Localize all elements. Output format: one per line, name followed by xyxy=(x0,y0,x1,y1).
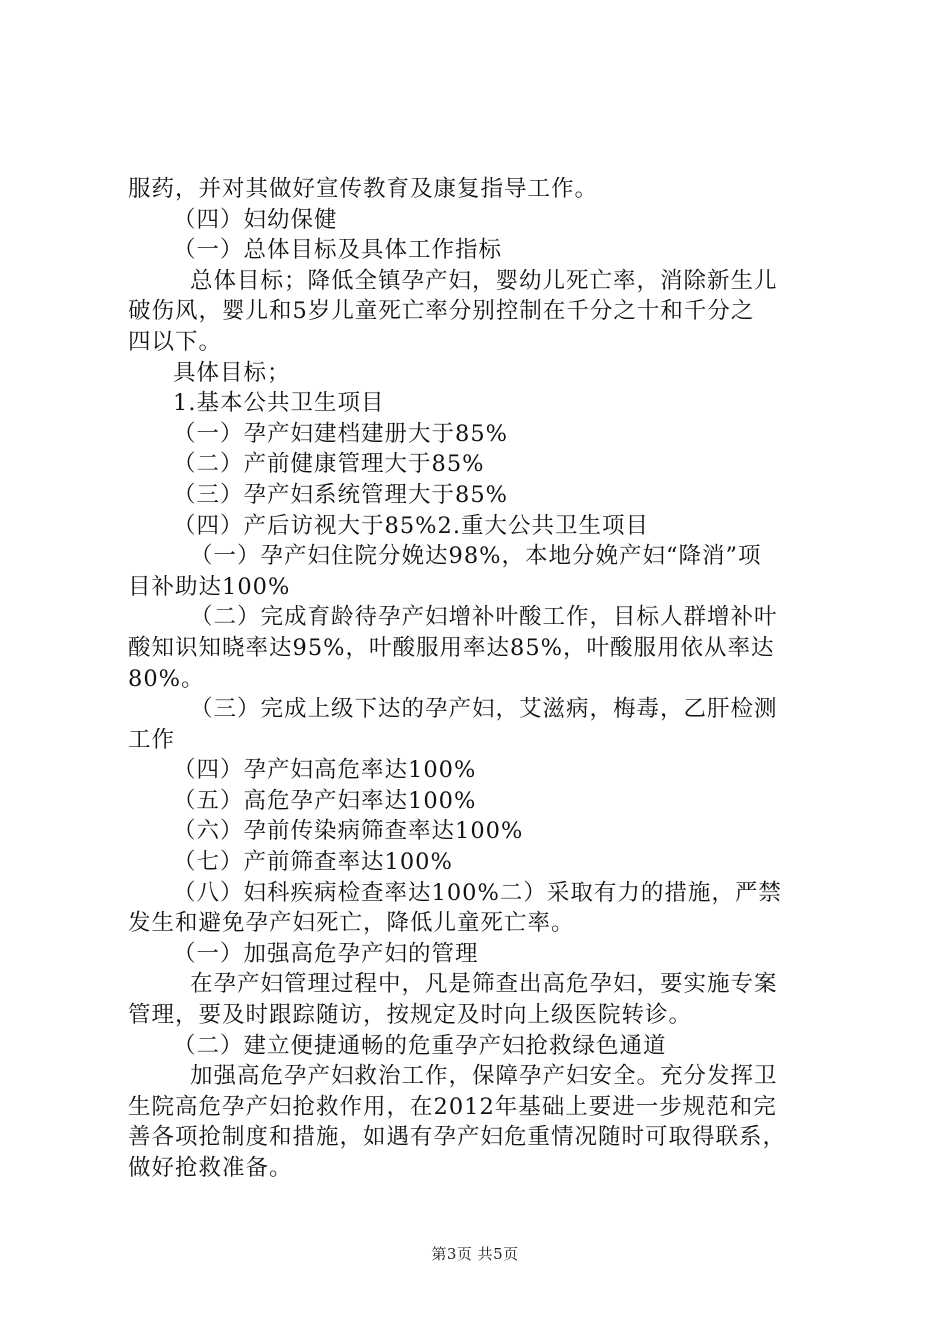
paragraph-line: 总体目标；降低全镇孕产妇，婴幼儿死亡率，消除新生儿 xyxy=(190,267,778,294)
paragraph-line: （八）妇科疾病检查率达100%二）采取有力的措施，严禁 xyxy=(173,879,782,906)
paragraph-line: 管理，要及时跟踪随访，按规定及时向上级医院转诊。 xyxy=(128,1002,693,1029)
paragraph-line: 工作 xyxy=(128,726,176,753)
paragraph-line: 目补助达100% xyxy=(128,573,291,600)
paragraph-line: 善各项抢制度和措施，如遇有孕产妇危重情况随时可取得联系， xyxy=(128,1124,787,1151)
paragraph-line: 发生和避免孕产妇死亡，降低儿童死亡率。 xyxy=(128,910,575,937)
paragraph-line: 做好抢救准备。 xyxy=(128,1155,293,1181)
paragraph-line: （一）孕产妇建档建册大于85% xyxy=(173,420,509,447)
page-footer: 第3页 共5页 xyxy=(431,1245,519,1263)
paragraph-line: 酸知识知晓率达95%，叶酸服用率达85%，叶酸服用依从率达 xyxy=(128,634,775,661)
document-body xyxy=(128,174,840,1184)
paragraph-line: （二）完成育龄待孕产妇增补叶酸工作，目标人群增补叶 xyxy=(190,604,778,631)
paragraph-line: （二）建立便捷通畅的危重孕产妇抢救绿色通道 xyxy=(173,1032,667,1059)
paragraph-line: （七）产前筛查率达100% xyxy=(173,849,453,876)
paragraph-line: （四）孕产妇高危率达100% xyxy=(173,757,477,784)
paragraph-line: （六）孕前传染病筛查率达100% xyxy=(173,818,524,845)
paragraph-line: 加强高危孕产妇救治工作，保障孕产妇安全。充分发挥卫 xyxy=(190,1063,778,1090)
paragraph-line: （五）高危孕产妇率达100% xyxy=(173,787,477,814)
paragraph-line: （一）孕产妇住院分娩达98%，本地分娩产妇“降消”项 xyxy=(190,543,762,570)
paragraph-line: （一）加强高危孕产妇的管理 xyxy=(173,940,479,967)
paragraph-line: 80%。 xyxy=(128,665,205,692)
paragraph-line: 具体目标； xyxy=(173,359,291,386)
paragraph-line: （二）产前健康管理大于85% xyxy=(173,451,485,478)
paragraph-line: （四）产后访视大于85%2.重大公共卫生项目 xyxy=(173,512,649,539)
paragraph-line: （三）孕产妇系统管理大于85% xyxy=(173,481,509,508)
paragraph-line: （三）完成上级下达的孕产妇，艾滋病，梅毒，乙肝检测 xyxy=(190,696,778,723)
paragraph-line: 服药，并对其做好宣传教育及康复指导工作。 xyxy=(128,176,599,202)
paragraph-line: （四）妇幼保健 xyxy=(173,206,338,233)
paragraph-line: 生院高危孕产妇抢救作用，在2012年基础上要进一步规范和完 xyxy=(128,1093,777,1120)
paragraph-line: 在孕产妇管理过程中，凡是筛查出高危孕妇，要实施专案 xyxy=(190,971,778,998)
paragraph-line: 1.基本公共卫生项目 xyxy=(173,390,385,417)
paragraph-line: 四以下。 xyxy=(128,328,223,355)
paragraph-line: 破伤风，婴儿和5岁儿童死亡率分别控制在千分之十和千分之 xyxy=(128,298,755,325)
paragraph-line: （一）总体目标及具体工作指标 xyxy=(173,237,503,264)
